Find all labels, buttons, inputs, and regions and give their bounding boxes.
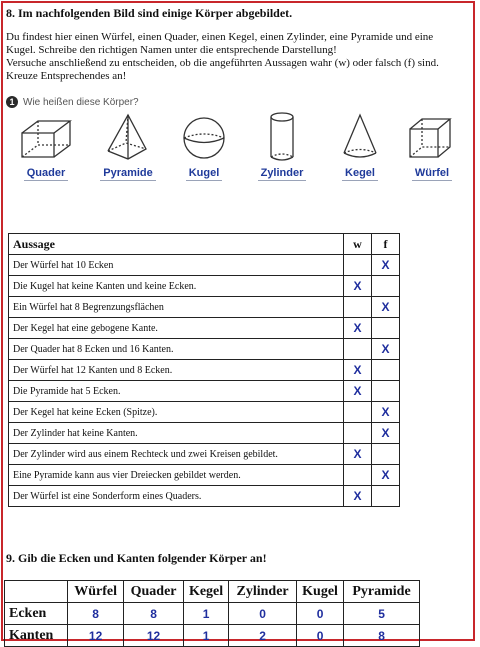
statements-table	[8, 233, 400, 507]
table-row	[9, 486, 400, 507]
cross-mark: X	[353, 384, 362, 398]
intro-line: Kreuze Entsprechendes an!	[6, 70, 127, 82]
shape-label: Kugel	[186, 167, 223, 181]
statement-text: Der Kegel hat eine gebogene Kante.	[9, 318, 344, 339]
edges-corners-body	[5, 603, 420, 647]
answer-w-cell[interactable]	[344, 402, 372, 423]
answer-w-cell[interactable]	[344, 381, 372, 402]
cross-mark: X	[381, 258, 390, 272]
table-row	[9, 297, 400, 318]
answer-w-cell[interactable]	[344, 423, 372, 444]
shape-pyramide	[92, 111, 164, 181]
row-header: Ecken	[5, 603, 68, 625]
intro-text	[6, 31, 466, 83]
shape-kegel	[324, 111, 396, 181]
table-row	[9, 255, 400, 276]
table-row	[9, 360, 400, 381]
table-row	[9, 318, 400, 339]
shape-zylinder	[246, 111, 318, 181]
statement-text: Der Würfel ist eine Sonderform eines Quaders.	[9, 486, 344, 507]
cube-icon	[402, 111, 462, 163]
count-cell[interactable]: 5	[344, 603, 420, 625]
statement-text: Der Zylinder wird aus einem Rechteck und zwei Kreisen gebildet.	[9, 444, 344, 465]
column-header-kegel: Kegel	[184, 581, 229, 603]
shape-label: Quader	[24, 167, 69, 181]
answer-f-cell[interactable]	[372, 276, 400, 297]
answer-w-cell[interactable]	[344, 486, 372, 507]
table-row	[9, 276, 400, 297]
statement-text: Der Würfel hat 10 Ecken	[9, 255, 344, 276]
table-row	[9, 423, 400, 444]
cuboid-icon	[16, 111, 76, 163]
row-header: Kanten	[5, 625, 68, 647]
statement-text: Der Würfel hat 12 Kanten und 8 Ecken.	[9, 360, 344, 381]
statement-text: Der Kegel hat keine Ecken (Spitze).	[9, 402, 344, 423]
answer-w-cell[interactable]	[344, 465, 372, 486]
statement-text: Der Quader hat 8 Ecken und 16 Kanten.	[9, 339, 344, 360]
answer-f-cell[interactable]	[372, 465, 400, 486]
cross-mark: X	[353, 321, 362, 335]
count-cell[interactable]: 0	[297, 625, 344, 647]
answer-w-cell[interactable]	[344, 360, 372, 381]
answer-f-cell[interactable]	[372, 486, 400, 507]
table-row	[9, 444, 400, 465]
intro-line: Versuche anschließend zu entscheiden, ob die angeführten Aussagen wahr (w) oder falsch (f) sind.	[6, 57, 439, 69]
table-row	[9, 465, 400, 486]
table-header-row	[9, 234, 400, 255]
count-cell[interactable]: 0	[297, 603, 344, 625]
shape-label: Kegel	[342, 167, 378, 181]
shape-quader	[10, 111, 82, 181]
shape-label: Pyramide	[100, 167, 156, 181]
count-cell[interactable]: 8	[344, 625, 420, 647]
cylinder-icon	[252, 111, 312, 163]
statement-text: Der Zylinder hat keine Kanten.	[9, 423, 344, 444]
cross-mark: X	[381, 405, 390, 419]
answer-w-cell[interactable]	[344, 297, 372, 318]
answer-f-cell[interactable]	[372, 381, 400, 402]
task-number-badge: 1	[6, 96, 18, 108]
shapes-row	[6, 111, 472, 189]
pyramid-icon	[98, 111, 158, 163]
statement-text: Ein Würfel hat 8 Begrenzungsflächen	[9, 297, 344, 318]
answer-w-cell[interactable]	[344, 276, 372, 297]
table-row	[5, 603, 420, 625]
column-header-pyramide: Pyramide	[344, 581, 420, 603]
statement-text: Die Kugel hat keine Kanten und keine Ecken.	[9, 276, 344, 297]
shape-wuerfel	[396, 111, 468, 181]
heading-task-9: 9. Gib die Ecken und Kanten folgender Körper an!	[6, 551, 267, 565]
table-row	[9, 402, 400, 423]
shape-label: Würfel	[412, 167, 452, 181]
count-cell[interactable]: 0	[229, 603, 297, 625]
answer-f-cell[interactable]	[372, 255, 400, 276]
statements-body	[9, 255, 400, 507]
count-cell[interactable]: 8	[68, 603, 124, 625]
column-header-w: w	[344, 234, 372, 255]
count-cell[interactable]: 12	[68, 625, 124, 647]
column-header-f: f	[372, 234, 400, 255]
answer-w-cell[interactable]	[344, 444, 372, 465]
count-cell[interactable]: 8	[124, 603, 184, 625]
answer-f-cell[interactable]	[372, 360, 400, 381]
cross-mark: X	[353, 447, 362, 461]
count-cell[interactable]: 1	[184, 603, 229, 625]
column-header-aussage: Aussage	[9, 234, 344, 255]
shape-label: Zylinder	[258, 167, 307, 181]
table-row	[9, 339, 400, 360]
count-cell[interactable]: 2	[229, 625, 297, 647]
count-cell[interactable]: 12	[124, 625, 184, 647]
column-header-zylinder: Zylinder	[229, 581, 297, 603]
heading-task-8: 8. Im nachfolgenden Bild sind einige Körper abgebildet.	[6, 6, 293, 20]
column-header-quader: Quader	[124, 581, 184, 603]
table-row	[9, 381, 400, 402]
answer-w-cell[interactable]	[344, 255, 372, 276]
cone-icon	[330, 111, 390, 163]
cross-mark: X	[381, 468, 390, 482]
cross-mark: X	[353, 279, 362, 293]
intro-line: Du findest hier einen Würfel, einen Quader, einen Kegel, einen Zylinder, eine Pyramide und eine	[6, 31, 434, 43]
intro-line: Kugel. Schreibe den richtigen Namen unter die entsprechende Darstellung!	[6, 44, 337, 56]
cross-mark: X	[381, 300, 390, 314]
sphere-icon	[174, 111, 234, 163]
shape-kugel	[168, 111, 240, 181]
answer-f-cell[interactable]	[372, 339, 400, 360]
task-1-header	[6, 95, 472, 109]
statement-text: Die Pyramide hat 5 Ecken.	[9, 381, 344, 402]
answer-w-cell[interactable]	[344, 318, 372, 339]
count-cell[interactable]: 1	[184, 625, 229, 647]
cross-mark: X	[353, 363, 362, 377]
answer-f-cell[interactable]	[372, 297, 400, 318]
answer-f-cell[interactable]	[372, 444, 400, 465]
answer-w-cell[interactable]	[344, 339, 372, 360]
column-header-kugel: Kugel	[297, 581, 344, 603]
table-row	[5, 625, 420, 647]
statement-text: Eine Pyramide kann aus vier Dreiecken gebildet werden.	[9, 465, 344, 486]
worksheet	[6, 4, 472, 643]
cross-mark: X	[353, 489, 362, 503]
cross-mark: X	[381, 342, 390, 356]
task-question: Wie heißen diese Körper?	[23, 96, 139, 108]
table-header-row	[5, 581, 420, 603]
column-header-wuerfel: Würfel	[68, 581, 124, 603]
answer-f-cell[interactable]	[372, 423, 400, 444]
answer-f-cell[interactable]	[372, 318, 400, 339]
answer-f-cell[interactable]	[372, 402, 400, 423]
cross-mark: X	[381, 426, 390, 440]
corner-cell	[5, 581, 68, 603]
edges-corners-table	[4, 580, 420, 647]
